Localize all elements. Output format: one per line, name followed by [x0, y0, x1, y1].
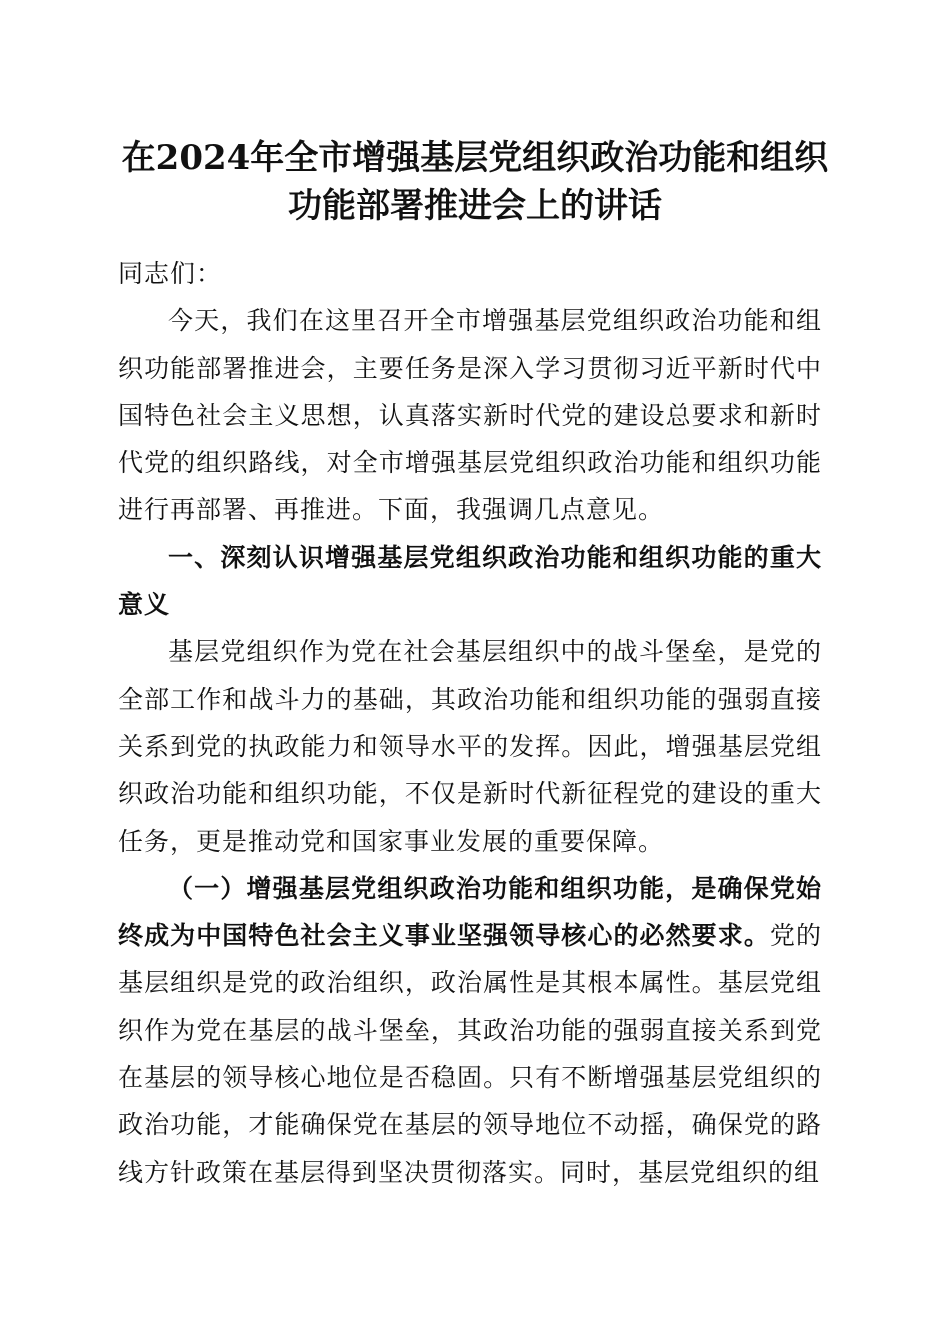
point1-lead: （一）增强基层党组织政治功能和组织功能，是确保党始终成为中国特色社会主义事业坚强领导核心的必然要求。: [118, 873, 822, 951]
point1-body: 党的基层组织是党的政治组织，政治属性是其根本属性。基层党组织作为党在基层的战斗堡垒，其政治功能的强弱直接关系到党在基层的领导核心地位是否稳固。只有不断增强基层党组织的政治功能，才能确保党在基层的领导地位不动摇，确保党的路线方针政策在基层得到坚决贯彻落实。同时，基层党组织的组: [118, 921, 822, 1187]
intro-paragraph: 今天，我们在这里召开全市增强基层党组织政治功能和组织功能部署推进会，主要任务是深入学习贯彻习近平新时代中国特色社会主义思想，认真落实新时代党的建设总要求和新时代党的组织路线，对全市增强基层党组织政治功能和组织功能进行再部署、再推进。下面，我强调几点意见。: [118, 306, 822, 525]
document-title: 在2024年全市增强基层党组织政治功能和组织功能部署推进会上的讲话: [121, 138, 829, 226]
section1-paragraph: 基层党组织作为党在社会基层组织中的战斗堡垒，是党的全部工作和战斗力的基础，其政治功能和组织功能的强弱直接关系到党的执政能力和领导水平的发挥。因此，增强基层党组织政治功能和组织功能，不仅是新时代新征程党的建设的重大任务，更是推动党和国家事业发展的重要保障。: [118, 637, 822, 856]
section-heading-1: 一、深刻认识增强基层党组织政治功能和组织功能的重大意义: [118, 542, 822, 620]
point1-paragraph: [118, 865, 822, 1196]
document-body: [118, 250, 822, 1196]
salutation: 同志们：: [118, 259, 223, 288]
